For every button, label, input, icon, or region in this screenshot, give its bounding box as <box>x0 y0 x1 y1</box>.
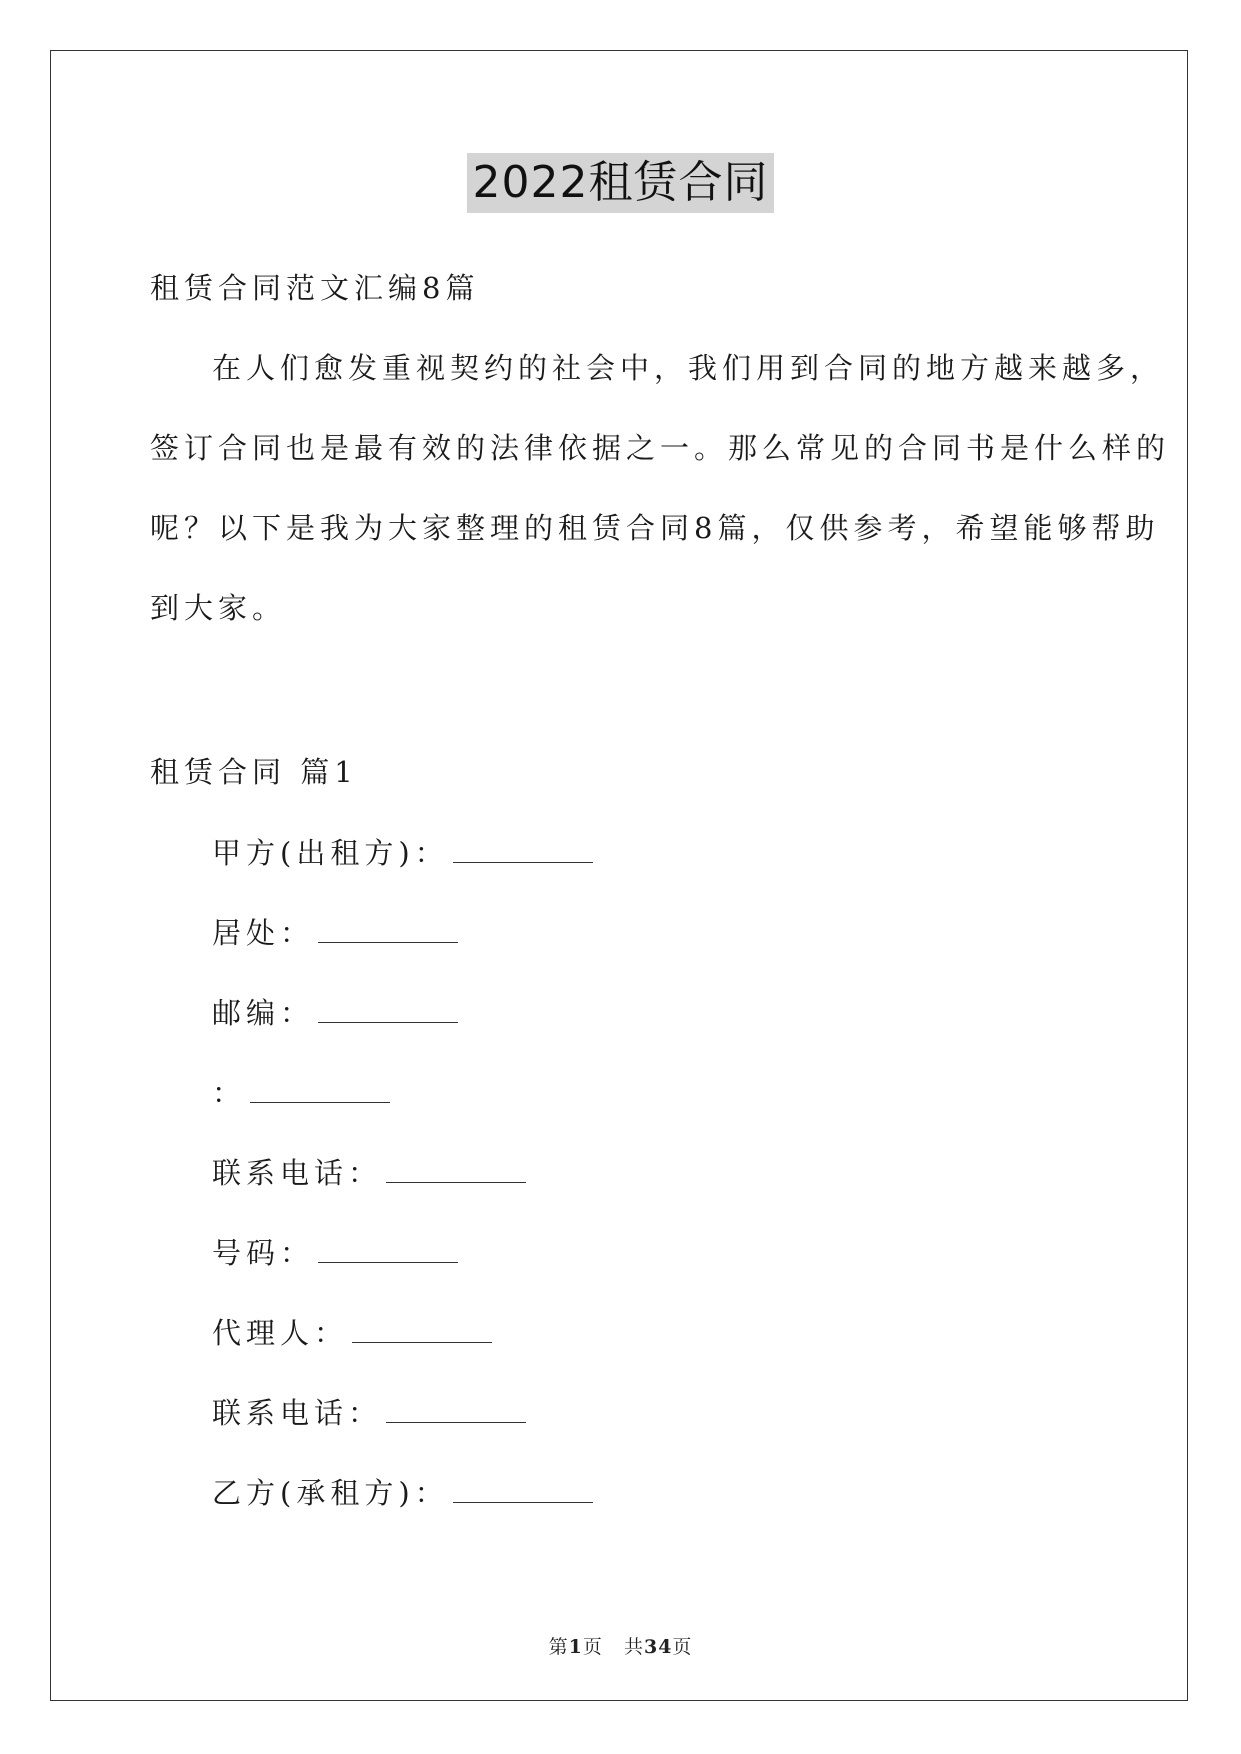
field-label: 邮编： <box>212 996 315 1030</box>
fill-blank <box>386 1158 526 1183</box>
intro-line-2: 签订合同也是最有效的法律依据之一。那么常见的合同书是什么样的 <box>150 431 1171 465</box>
total-suffix: 页 <box>672 1636 693 1658</box>
field-address <box>212 913 458 953</box>
field-number <box>212 1233 458 1273</box>
fill-blank <box>318 918 458 943</box>
field-phone <box>212 1153 526 1193</box>
fill-blank <box>386 1398 526 1423</box>
page-number: 1 <box>568 1636 583 1658</box>
field-label: 居处： <box>212 916 315 950</box>
field-agent-phone <box>212 1393 526 1433</box>
field-party-a <box>212 833 593 873</box>
document-title: 2022租赁合同 <box>467 153 775 213</box>
field-label: 乙方(承租方)： <box>212 1476 449 1510</box>
section-heading: 租赁合同 篇1 <box>150 755 358 789</box>
field-label: ： <box>212 1076 247 1110</box>
fill-blank <box>453 1478 593 1503</box>
page-prefix: 第 <box>548 1636 569 1658</box>
field-label: 联系电话： <box>212 1396 383 1430</box>
fill-blank <box>453 838 593 863</box>
intro-line-1: 在人们愈发重视契约的社会中，我们用到合同的地方越来越多， <box>212 351 1165 385</box>
total-pages: 34 <box>643 1636 673 1658</box>
page-suffix: 页 <box>582 1636 603 1658</box>
field-label: 联系电话： <box>212 1156 383 1190</box>
field-agent <box>212 1313 492 1353</box>
intro-line-3: 呢？以下是我为大家整理的租赁合同8篇，仅供参考，希望能够帮助 <box>150 511 1160 545</box>
intro-line-4: 到大家。 <box>150 591 287 625</box>
fill-blank <box>352 1318 492 1343</box>
total-prefix: 共 <box>623 1636 644 1658</box>
page-footer <box>0 1632 1241 1659</box>
field-party-b <box>212 1473 593 1513</box>
field-unlabeled <box>212 1073 390 1113</box>
fill-blank <box>250 1078 390 1103</box>
title-container <box>0 153 1241 213</box>
fill-blank <box>318 998 458 1023</box>
subtitle: 租赁合同范文汇编8篇 <box>150 271 480 305</box>
field-postcode <box>212 993 458 1033</box>
field-label: 号码： <box>212 1236 315 1270</box>
field-label: 甲方(出租方)： <box>212 836 449 870</box>
fill-blank <box>318 1238 458 1263</box>
field-label: 代理人： <box>212 1316 349 1350</box>
